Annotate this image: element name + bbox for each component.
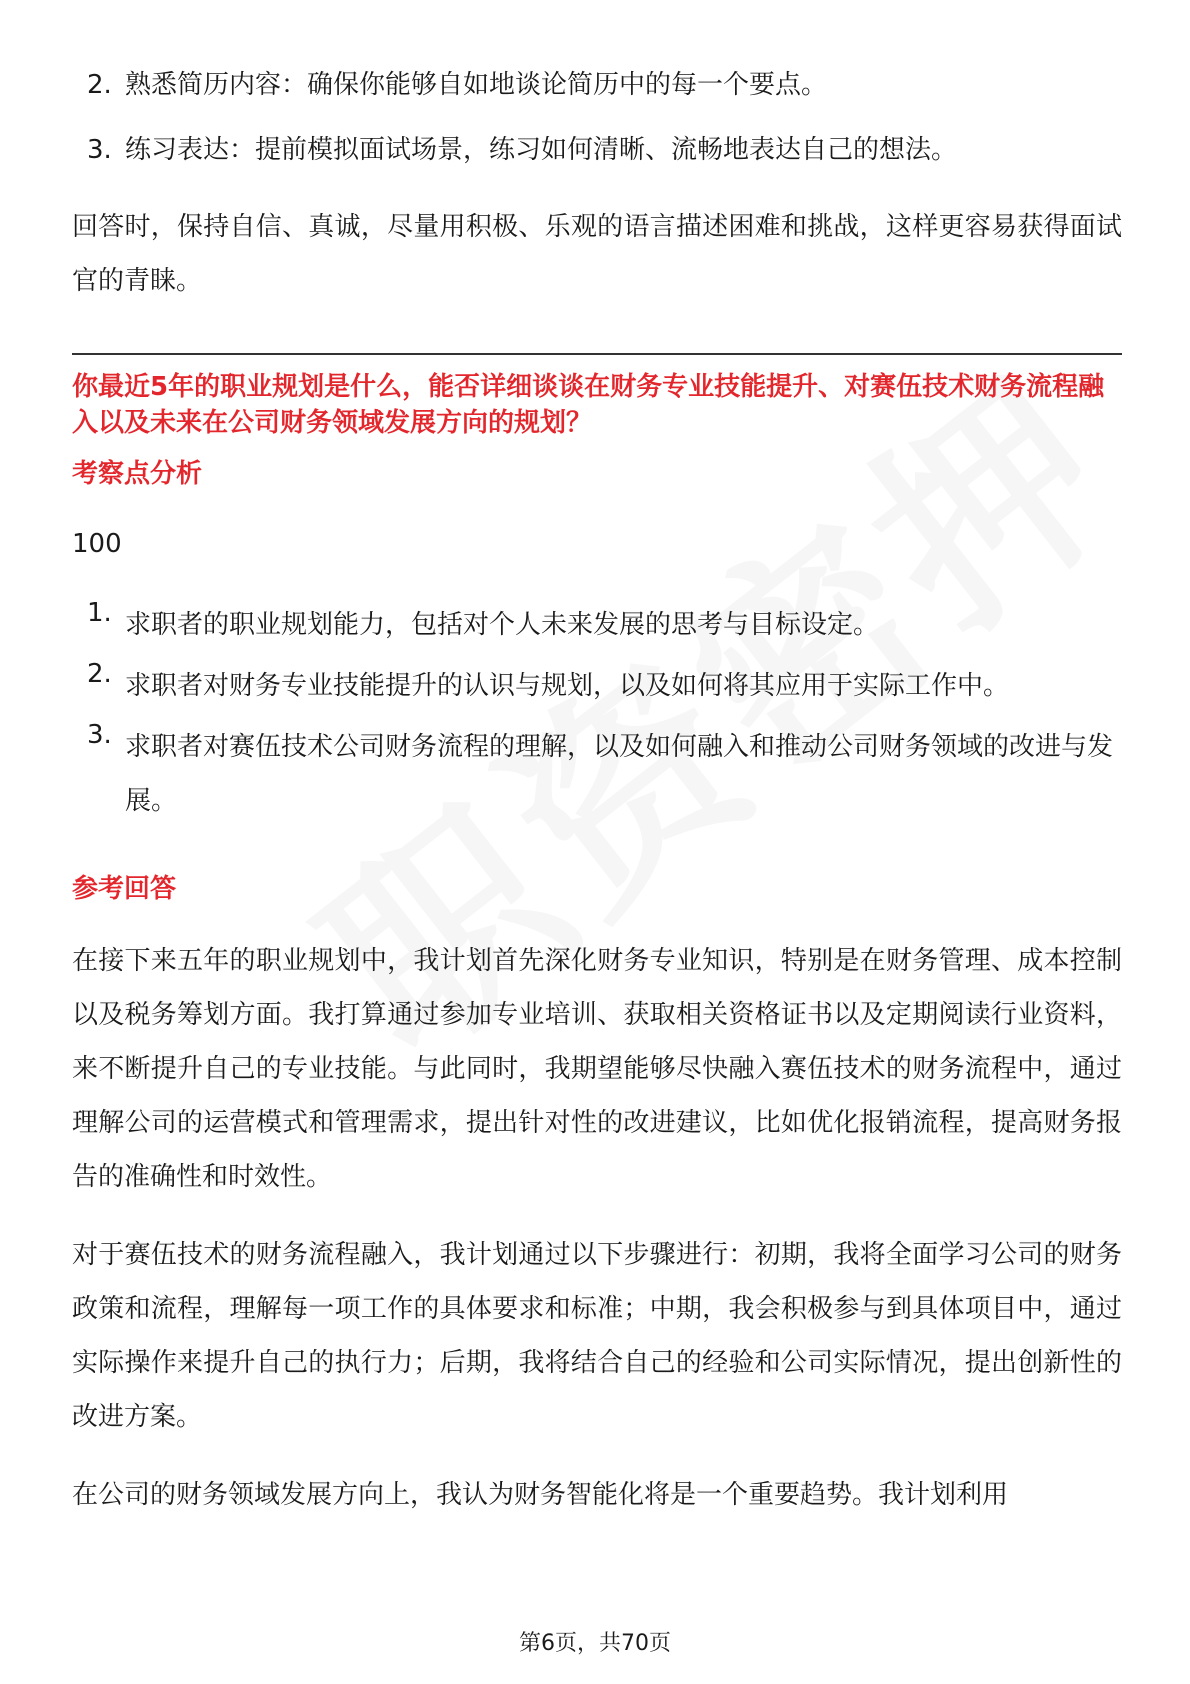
intro-paragraph: 回答时，保持自信、真诚，尽量用积极、乐观的语言描述困难和挑战，这样更容易获得面试官的青睐。 xyxy=(72,212,1122,296)
list-number: 3. xyxy=(87,720,112,750)
list-text: 练习表达：提前模拟面试场景，练习如何清晰、流畅地表达自己的想法。 xyxy=(125,135,958,165)
list-item xyxy=(72,659,1122,713)
section-divider xyxy=(72,353,1122,355)
list-text: 求职者对赛伍技术公司财务流程的理解，以及如何融入和推动公司财务领域的改进与发展。 xyxy=(125,732,1114,816)
list-item xyxy=(72,70,1122,100)
answer-paragraph: 在公司的财务领域发展方向上，我认为财务智能化将是一个重要趋势。我计划利用 xyxy=(72,1480,1009,1510)
analysis-heading: 考察点分析 xyxy=(72,459,203,489)
score-value: 100 xyxy=(72,529,122,559)
answer-paragraph: 对于赛伍技术的财务流程融入，我计划通过以下步骤进行：初期，我将全面学习公司的财务政策和流程，理解每一项工作的具体要求和标准；中期，我会积极参与到具体项目中，通过实际操作来提升自己的执行力；后期，我将结合自己的经验和公司实际情况，提出创新性的改进方案。 xyxy=(72,1240,1122,1432)
list-item xyxy=(72,720,1122,828)
list-item xyxy=(72,598,1122,652)
list-number: 2. xyxy=(87,70,112,100)
list-text: 求职者对财务专业技能提升的认识与规划，以及如何将其应用于实际工作中。 xyxy=(125,671,1010,701)
list-number: 3. xyxy=(87,135,112,165)
list-number: 1. xyxy=(87,598,112,628)
page-footer: 第6页，共70页 xyxy=(519,1631,671,1656)
list-number: 2. xyxy=(87,659,112,689)
question-title: 你最近5年的职业规划是什么，能否详细谈谈在财务专业技能提升、对赛伍技术财务流程融入以及未来在公司财务领域发展方向的规划？ xyxy=(72,372,1105,438)
list-item xyxy=(72,135,1122,165)
answer-heading: 参考回答 xyxy=(72,874,177,904)
answer-paragraph: 在接下来五年的职业规划中，我计划首先深化财务专业知识，特别是在财务管理、成本控制以及税务筹划方面。我打算通过参加专业培训、获取相关资格证书以及定期阅读行业资料，来不断提升自己的专业技能。与此同时，我期望能够尽快融入赛伍技术的财务流程中，通过理解公司的运营模式和管理需求，提出针对性的改进建议，比如优化报销流程，提高财务报告的准确性和时效性。 xyxy=(72,946,1122,1192)
page-content xyxy=(72,70,1122,1522)
list-text: 求职者的职业规划能力，包括对个人未来发展的思考与目标设定。 xyxy=(125,610,880,640)
intro-list xyxy=(72,70,1122,165)
analysis-list xyxy=(72,598,1122,828)
list-text: 熟悉简历内容：确保你能够自如地谈论简历中的每一个要点。 xyxy=(125,70,828,100)
